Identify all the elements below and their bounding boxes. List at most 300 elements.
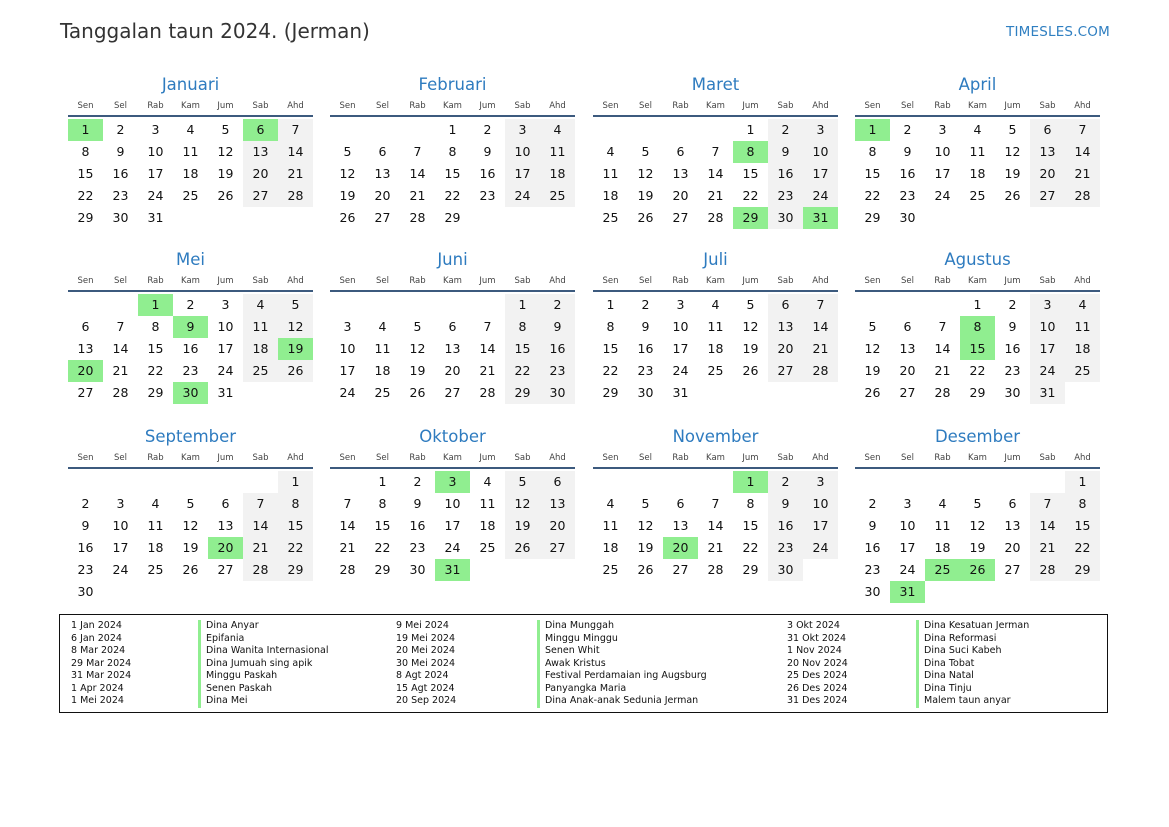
day-cell: 19 bbox=[637, 188, 654, 203]
day-cell: 12 bbox=[742, 319, 759, 334]
legend-date: 15 Agt 2024 bbox=[396, 682, 455, 694]
day-cell: 13 bbox=[374, 166, 391, 181]
day-cell: 28 bbox=[409, 210, 426, 225]
legend-holiday-name: Senen Whit bbox=[545, 645, 600, 656]
weekday-label: Ahd bbox=[549, 101, 566, 111]
day-cell: 29 bbox=[278, 559, 313, 581]
day-cell: 23 bbox=[637, 363, 654, 378]
day-cell: 7 bbox=[413, 144, 422, 159]
empty-cell bbox=[470, 294, 505, 316]
month-name: Juni bbox=[437, 250, 468, 269]
legend-names-col-2 bbox=[537, 620, 707, 708]
day-cell: 1 bbox=[746, 122, 755, 137]
day-cell: 12 bbox=[864, 341, 881, 356]
day-cell: 30 bbox=[899, 210, 916, 225]
legend-date: 29 Mar 2024 bbox=[71, 657, 132, 669]
day-cell: 7 bbox=[483, 319, 492, 334]
weekday-label: Jum bbox=[1004, 453, 1021, 463]
day-cell: 15 bbox=[374, 518, 391, 533]
day-cell: 18 bbox=[182, 166, 199, 181]
legend-dates-col-3 bbox=[787, 620, 912, 708]
legend-date: 1 Apr 2024 bbox=[71, 682, 124, 694]
legend-date: 1 Mei 2024 bbox=[71, 695, 124, 706]
day-cell: 19 bbox=[339, 188, 356, 203]
weekday-label: Ahd bbox=[1074, 101, 1091, 111]
weekday-label: Sel bbox=[376, 453, 389, 463]
day-cell: 28 bbox=[1065, 185, 1100, 207]
day-cell: 2 bbox=[483, 122, 492, 137]
day-cell: 26 bbox=[182, 562, 199, 577]
day-cell: 6 bbox=[221, 496, 230, 511]
holiday-day-cell: 19 bbox=[278, 338, 313, 360]
weekday-label: Sab bbox=[1039, 276, 1056, 286]
day-cell: 14 bbox=[243, 515, 278, 537]
day-cell: 13 bbox=[444, 341, 461, 356]
weekday-label: Kam bbox=[181, 276, 200, 286]
day-cell: 1 bbox=[606, 297, 615, 312]
empty-cell bbox=[663, 119, 698, 141]
day-cell: 29 bbox=[374, 562, 391, 577]
legend-holiday-name: Dina Tobat bbox=[924, 657, 975, 669]
empty-cell bbox=[243, 471, 278, 493]
day-grid bbox=[68, 119, 313, 229]
day-cell: 27 bbox=[768, 360, 803, 382]
day-cell: 21 bbox=[803, 338, 838, 360]
holiday-day-cell: 1 bbox=[855, 119, 890, 141]
day-cell: 3 bbox=[676, 297, 685, 312]
empty-cell bbox=[330, 294, 365, 316]
day-cell: 27 bbox=[1030, 185, 1065, 207]
legend-date: 3 Okt 2024 bbox=[787, 620, 840, 631]
month-desember bbox=[855, 425, 1100, 603]
legend-holiday-name: Panyangka Maria bbox=[545, 682, 627, 694]
day-cell: 2 bbox=[116, 122, 125, 137]
day-cell: 1 bbox=[448, 122, 457, 137]
day-cell: 7 bbox=[711, 496, 720, 511]
day-cell: 11 bbox=[479, 496, 496, 511]
weekday-label: Sel bbox=[639, 101, 652, 111]
day-cell: 14 bbox=[112, 341, 129, 356]
day-cell: 22 bbox=[505, 360, 540, 382]
day-cell: 19 bbox=[409, 363, 426, 378]
day-cell: 18 bbox=[602, 188, 619, 203]
day-cell: 8 bbox=[81, 144, 90, 159]
month-mei bbox=[68, 248, 313, 404]
empty-cell bbox=[138, 471, 173, 493]
day-cell: 7 bbox=[1030, 493, 1065, 515]
weekday-label: Ahd bbox=[287, 276, 304, 286]
day-cell: 22 bbox=[77, 188, 94, 203]
day-cell: 22 bbox=[864, 188, 881, 203]
day-grid bbox=[330, 119, 575, 229]
day-cell: 24 bbox=[444, 540, 461, 555]
day-grid bbox=[855, 471, 1100, 603]
weekday-label: Kam bbox=[706, 453, 725, 463]
month-name: Oktober bbox=[419, 427, 486, 446]
weekday-header bbox=[593, 272, 838, 292]
weekday-label: Sab bbox=[252, 453, 269, 463]
weekday-header bbox=[855, 97, 1100, 117]
day-cell: 16 bbox=[77, 540, 94, 555]
day-cell: 14 bbox=[1065, 141, 1100, 163]
legend-date: 31 Okt 2024 bbox=[787, 632, 847, 644]
day-cell: 25 bbox=[602, 210, 619, 225]
legend-holiday-name: Dina Wanita Internasional bbox=[206, 645, 329, 656]
weekday-label: Sel bbox=[901, 101, 914, 111]
day-cell: 30 bbox=[540, 382, 575, 404]
legend-holiday-name: Awak Kristus bbox=[545, 657, 606, 669]
legend-names-col-1 bbox=[198, 620, 329, 708]
weekday-label: Rab bbox=[409, 453, 426, 463]
page-title: Tanggalan taun 2024. (Jerman) bbox=[60, 19, 370, 43]
day-cell: 12 bbox=[637, 518, 654, 533]
day-cell: 21 bbox=[278, 163, 313, 185]
weekday-label: Jum bbox=[217, 453, 234, 463]
day-cell: 24 bbox=[803, 537, 838, 559]
legend-holiday-name: Festival Perdamaian ing Augsburg bbox=[545, 670, 707, 681]
day-cell: 2 bbox=[868, 496, 877, 511]
empty-cell bbox=[925, 471, 960, 493]
day-cell: 21 bbox=[339, 540, 356, 555]
day-cell: 24 bbox=[339, 385, 356, 400]
day-cell: 7 bbox=[343, 496, 352, 511]
day-cell: 19 bbox=[1004, 166, 1021, 181]
day-cell: 7 bbox=[803, 294, 838, 316]
day-cell: 26 bbox=[1004, 188, 1021, 203]
holiday-day-cell: 20 bbox=[68, 360, 103, 382]
legend-date: 31 Des 2024 bbox=[787, 695, 848, 706]
day-cell: 9 bbox=[868, 518, 877, 533]
day-cell: 26 bbox=[637, 210, 654, 225]
day-cell: 21 bbox=[112, 363, 129, 378]
day-cell: 16 bbox=[768, 163, 803, 185]
day-cell: 26 bbox=[217, 188, 234, 203]
weekday-label: Kam bbox=[706, 101, 725, 111]
day-cell: 30 bbox=[1004, 385, 1021, 400]
day-cell: 10 bbox=[339, 341, 356, 356]
day-cell: 10 bbox=[1030, 316, 1065, 338]
day-cell: 18 bbox=[602, 540, 619, 555]
day-cell: 24 bbox=[672, 363, 689, 378]
day-cell: 14 bbox=[409, 166, 426, 181]
weekday-label: Ahd bbox=[549, 276, 566, 286]
day-cell: 3 bbox=[505, 119, 540, 141]
weekday-label: Sel bbox=[114, 101, 127, 111]
weekday-label: Rab bbox=[934, 453, 951, 463]
weekday-label: Ahd bbox=[287, 101, 304, 111]
day-cell: 21 bbox=[934, 363, 951, 378]
day-cell: 19 bbox=[864, 363, 881, 378]
weekday-label: Kam bbox=[443, 101, 462, 111]
day-cell: 2 bbox=[540, 294, 575, 316]
day-cell: 6 bbox=[903, 319, 912, 334]
day-cell: 5 bbox=[505, 471, 540, 493]
day-grid bbox=[593, 471, 838, 581]
day-cell: 23 bbox=[768, 537, 803, 559]
legend-date: 1 Nov 2024 bbox=[787, 645, 842, 656]
legend-dates-col-1 bbox=[71, 620, 196, 708]
legend-date: 31 Mar 2024 bbox=[71, 670, 132, 681]
weekday-label: Kam bbox=[181, 101, 200, 111]
day-cell: 5 bbox=[868, 319, 877, 334]
holiday-day-cell: 9 bbox=[173, 316, 208, 338]
day-cell: 9 bbox=[641, 319, 650, 334]
day-cell: 29 bbox=[969, 385, 986, 400]
month-agustus bbox=[855, 248, 1100, 404]
weekday-label: Sel bbox=[376, 101, 389, 111]
weekday-label: Jum bbox=[742, 101, 759, 111]
weekday-label: Kam bbox=[968, 453, 987, 463]
weekday-label: Rab bbox=[409, 276, 426, 286]
day-cell: 22 bbox=[147, 363, 164, 378]
day-cell: 13 bbox=[1004, 518, 1021, 533]
day-cell: 9 bbox=[540, 316, 575, 338]
day-cell: 2 bbox=[903, 122, 912, 137]
day-cell: 6 bbox=[448, 319, 457, 334]
day-cell: 2 bbox=[768, 471, 803, 493]
weekday-label: Sab bbox=[252, 276, 269, 286]
weekday-label: Kam bbox=[181, 453, 200, 463]
empty-cell bbox=[855, 294, 890, 316]
day-cell: 12 bbox=[637, 166, 654, 181]
day-cell: 10 bbox=[803, 141, 838, 163]
month-name: Desember bbox=[934, 427, 1021, 446]
day-cell: 2 bbox=[413, 474, 422, 489]
day-cell: 17 bbox=[505, 163, 540, 185]
legend-holiday-name: Dina Kesatuan Jerman bbox=[924, 620, 1030, 631]
holiday-day-cell: 26 bbox=[960, 559, 995, 581]
empty-cell bbox=[330, 119, 365, 141]
day-cell: 17 bbox=[217, 341, 234, 356]
month-name: April bbox=[958, 75, 997, 94]
day-cell: 13 bbox=[217, 518, 234, 533]
day-cell: 7 bbox=[278, 119, 313, 141]
day-grid bbox=[330, 294, 575, 404]
day-cell: 6 bbox=[768, 294, 803, 316]
day-cell: 1 bbox=[1065, 471, 1100, 493]
empty-cell bbox=[593, 471, 628, 493]
day-cell: 17 bbox=[934, 166, 951, 181]
holiday-day-cell: 20 bbox=[208, 537, 243, 559]
day-cell: 12 bbox=[182, 518, 199, 533]
day-cell: 18 bbox=[147, 540, 164, 555]
day-grid bbox=[855, 119, 1100, 229]
day-cell: 28 bbox=[1030, 559, 1065, 581]
day-cell: 16 bbox=[409, 518, 426, 533]
day-cell: 11 bbox=[934, 518, 951, 533]
day-cell: 30 bbox=[768, 559, 803, 581]
legend-date: 19 Mei 2024 bbox=[396, 632, 455, 644]
day-cell: 28 bbox=[479, 385, 496, 400]
weekday-label: Sel bbox=[639, 453, 652, 463]
weekday-label: Jum bbox=[217, 276, 234, 286]
day-cell: 11 bbox=[969, 144, 986, 159]
day-cell: 15 bbox=[505, 338, 540, 360]
weekday-label: Sel bbox=[114, 453, 127, 463]
day-cell: 22 bbox=[374, 540, 391, 555]
day-cell: 26 bbox=[864, 385, 881, 400]
empty-cell bbox=[593, 119, 628, 141]
brand-link[interactable]: TIMESLES.COM bbox=[1006, 24, 1110, 40]
day-cell: 21 bbox=[1065, 163, 1100, 185]
day-cell: 6 bbox=[81, 319, 90, 334]
day-grid bbox=[593, 294, 838, 404]
day-cell: 31 bbox=[672, 385, 689, 400]
legend-date: 26 Des 2024 bbox=[787, 682, 848, 694]
holiday-legend bbox=[59, 614, 1108, 713]
day-cell: 7 bbox=[938, 319, 947, 334]
weekday-label: Sen bbox=[77, 101, 94, 111]
day-cell: 10 bbox=[112, 518, 129, 533]
day-cell: 24 bbox=[899, 562, 916, 577]
day-cell: 27 bbox=[374, 210, 391, 225]
legend-date: 25 Des 2024 bbox=[787, 670, 848, 681]
day-cell: 24 bbox=[147, 188, 164, 203]
holiday-day-cell: 31 bbox=[803, 207, 838, 229]
day-cell: 20 bbox=[768, 338, 803, 360]
holiday-day-cell: 20 bbox=[663, 537, 698, 559]
weekday-label: Jum bbox=[479, 276, 496, 286]
month-april bbox=[855, 73, 1100, 229]
day-cell: 23 bbox=[409, 540, 426, 555]
day-cell: 26 bbox=[505, 537, 540, 559]
day-cell: 22 bbox=[278, 537, 313, 559]
day-cell: 25 bbox=[602, 562, 619, 577]
day-cell: 29 bbox=[77, 210, 94, 225]
day-cell: 4 bbox=[711, 297, 720, 312]
holiday-day-cell: 1 bbox=[733, 471, 768, 493]
day-cell: 15 bbox=[1065, 515, 1100, 537]
weekday-label: Ahd bbox=[549, 453, 566, 463]
day-cell: 5 bbox=[973, 496, 982, 511]
day-cell: 4 bbox=[540, 119, 575, 141]
day-cell: 22 bbox=[1065, 537, 1100, 559]
legend-holiday-name: Senen Paskah bbox=[206, 682, 273, 694]
day-cell: 11 bbox=[540, 141, 575, 163]
legend-date: 20 Mei 2024 bbox=[396, 645, 455, 656]
legend-holiday-name: Dina Natal bbox=[924, 670, 974, 681]
day-cell: 18 bbox=[707, 341, 724, 356]
day-cell: 8 bbox=[151, 319, 160, 334]
month-maret bbox=[593, 73, 838, 229]
day-cell: 6 bbox=[1008, 496, 1017, 511]
legend-holiday-name: Dina Reformasi bbox=[924, 632, 997, 644]
day-cell: 21 bbox=[1030, 537, 1065, 559]
day-cell: 16 bbox=[864, 540, 881, 555]
day-cell: 4 bbox=[938, 496, 947, 511]
legend-date: 8 Mar 2024 bbox=[71, 645, 126, 656]
empty-cell bbox=[400, 119, 435, 141]
day-cell: 20 bbox=[672, 188, 689, 203]
weekday-header bbox=[593, 97, 838, 117]
day-cell: 23 bbox=[182, 363, 199, 378]
weekday-header bbox=[330, 97, 575, 117]
day-cell: 23 bbox=[479, 188, 496, 203]
day-cell: 1 bbox=[278, 471, 313, 493]
day-cell: 7 bbox=[243, 493, 278, 515]
day-cell: 13 bbox=[672, 166, 689, 181]
weekday-label: Sel bbox=[376, 276, 389, 286]
day-cell: 15 bbox=[864, 166, 881, 181]
weekday-label: Jum bbox=[217, 101, 234, 111]
holiday-day-cell: 8 bbox=[733, 141, 768, 163]
weekday-label: Ahd bbox=[287, 453, 304, 463]
day-cell: 13 bbox=[899, 341, 916, 356]
day-cell: 13 bbox=[768, 316, 803, 338]
day-cell: 29 bbox=[742, 562, 759, 577]
day-cell: 8 bbox=[278, 493, 313, 515]
weekday-label: Rab bbox=[672, 276, 689, 286]
weekday-label: Sel bbox=[114, 276, 127, 286]
empty-cell bbox=[698, 471, 733, 493]
weekday-label: Sel bbox=[639, 276, 652, 286]
legend-date: 30 Mei 2024 bbox=[396, 657, 455, 669]
day-cell: 4 bbox=[378, 319, 387, 334]
day-cell: 28 bbox=[934, 385, 951, 400]
day-cell: 10 bbox=[934, 144, 951, 159]
day-cell: 10 bbox=[672, 319, 689, 334]
day-cell: 3 bbox=[151, 122, 160, 137]
day-grid bbox=[68, 294, 313, 404]
day-cell: 5 bbox=[278, 294, 313, 316]
day-cell: 22 bbox=[444, 188, 461, 203]
day-cell: 25 bbox=[479, 540, 496, 555]
day-cell: 23 bbox=[540, 360, 575, 382]
day-cell: 23 bbox=[1004, 363, 1021, 378]
legend-holiday-name: Minggu Paskah bbox=[206, 670, 278, 681]
day-cell: 29 bbox=[147, 385, 164, 400]
weekday-label: Jum bbox=[742, 453, 759, 463]
day-cell: 12 bbox=[969, 518, 986, 533]
day-cell: 31 bbox=[147, 210, 164, 225]
weekday-label: Sen bbox=[602, 453, 619, 463]
day-cell: 12 bbox=[217, 144, 234, 159]
day-cell: 18 bbox=[479, 518, 496, 533]
day-cell: 1 bbox=[973, 297, 982, 312]
day-cell: 30 bbox=[77, 584, 94, 599]
day-cell: 27 bbox=[672, 210, 689, 225]
day-cell: 19 bbox=[742, 341, 759, 356]
weekday-label: Sel bbox=[901, 276, 914, 286]
legend-names-col-3 bbox=[916, 620, 1029, 708]
day-cell: 14 bbox=[707, 518, 724, 533]
legend-date: 9 Mei 2024 bbox=[396, 620, 449, 631]
holiday-day-cell: 31 bbox=[890, 581, 925, 603]
day-cell: 24 bbox=[217, 363, 234, 378]
holiday-day-cell: 29 bbox=[733, 207, 768, 229]
empty-cell bbox=[628, 119, 663, 141]
day-cell: 12 bbox=[278, 316, 313, 338]
day-cell: 19 bbox=[217, 166, 234, 181]
weekday-label: Kam bbox=[706, 276, 725, 286]
day-cell: 10 bbox=[217, 319, 234, 334]
day-cell: 16 bbox=[540, 338, 575, 360]
legend-holiday-name: Malem taun anyar bbox=[924, 695, 1011, 706]
day-cell: 18 bbox=[374, 363, 391, 378]
day-cell: 3 bbox=[938, 122, 947, 137]
legend-holiday-name: Minggu Minggu bbox=[545, 632, 618, 644]
day-cell: 16 bbox=[112, 166, 129, 181]
empty-cell bbox=[663, 471, 698, 493]
legend-holiday-name: Dina Jumuah sing apik bbox=[206, 657, 313, 669]
day-cell: 22 bbox=[742, 188, 759, 203]
day-cell: 6 bbox=[1030, 119, 1065, 141]
day-cell: 19 bbox=[505, 515, 540, 537]
day-cell: 2 bbox=[641, 297, 650, 312]
day-cell: 23 bbox=[864, 562, 881, 577]
month-name: November bbox=[672, 427, 759, 446]
day-cell: 18 bbox=[934, 540, 951, 555]
